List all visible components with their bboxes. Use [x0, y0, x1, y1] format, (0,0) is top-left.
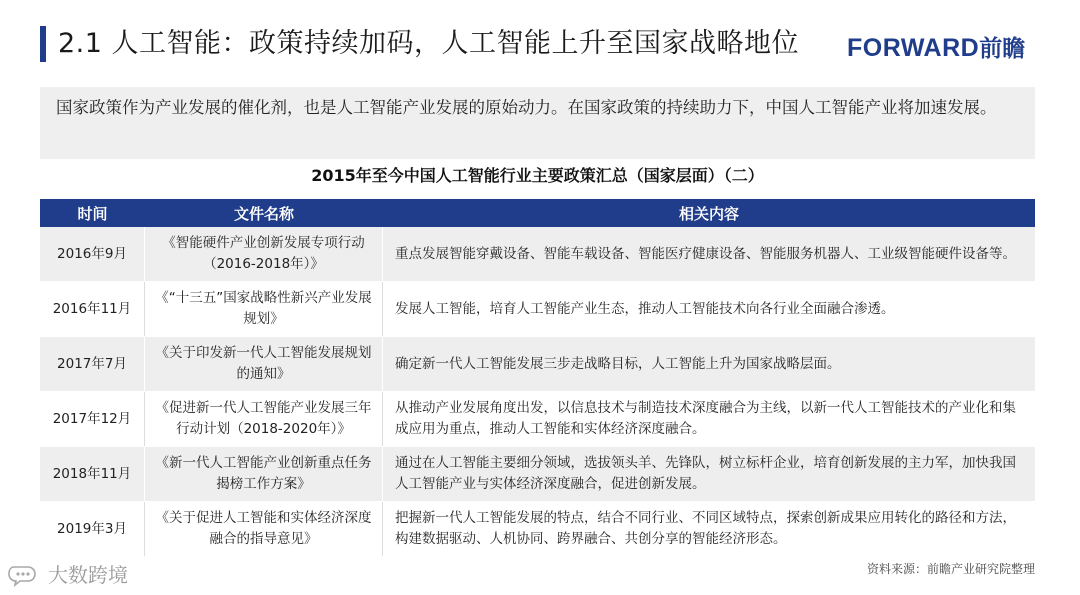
cell-doc: 《智能硬件产业创新发展专项行动（2016-2018年）》	[145, 227, 383, 281]
title-accent-bar	[40, 26, 46, 62]
watermark-text: 大数跨境	[48, 563, 128, 587]
cell-content: 从推动产业发展角度出发，以信息技术与制造技术深度融合为主线，以新一代人工智能技术的产业化和集成应用为重点，推动人工智能和实体经济深度融合。	[395, 400, 1016, 437]
watermark	[8, 563, 128, 587]
chat-bubble-icon	[8, 563, 42, 587]
table-row	[40, 227, 1035, 282]
source-note: 资料来源：前瞻产业研究院整理	[866, 562, 1035, 576]
table-row	[40, 447, 1035, 502]
brand-logo	[847, 30, 1025, 63]
header-content: 相关内容	[678, 204, 739, 223]
cell-content: 把握新一代人工智能发展的特点，结合不同行业、不同区域特点，探索创新成果应用转化的路径和方法，构建数据驱动、人机协同、跨界融合、共创分享的智能经济形态。	[395, 510, 1016, 547]
cell-doc: 《关于印发新一代人工智能发展规划的通知》	[145, 337, 383, 391]
header-doc: 文件名称	[233, 204, 294, 223]
cell-content: 确定新一代人工智能发展三步走战略目标，人工智能上升为国家战略层面。	[395, 355, 841, 372]
cell-time: 2016年9月	[40, 227, 145, 281]
cell-content: 发展人工智能，培育人工智能产业生态，推动人工智能技术向各行业全面融合渗透。	[395, 300, 895, 317]
cell-time: 2016年11月	[40, 282, 145, 336]
logo-latin: FORWARD	[847, 34, 980, 62]
table-row	[40, 337, 1035, 392]
cell-time: 2018年11月	[40, 447, 145, 501]
cell-doc: 《关于促进人工智能和实体经济深度融合的指导意见》	[145, 502, 383, 556]
cell-time: 2017年7月	[40, 337, 145, 391]
table-header	[40, 199, 1035, 227]
table-title: 2015年至今中国人工智能行业主要政策汇总（国家层面）（二）	[311, 166, 764, 185]
policy-table	[40, 199, 1035, 557]
cell-doc: 《新一代人工智能产业创新重点任务揭榜工作方案》	[145, 447, 383, 501]
cell-content: 通过在人工智能主要细分领域，选拔领头羊、先锋队，树立标杆企业，培育创新发展的主力军，加快我国人工智能产业与实体经济深度融合，促进创新发展。	[395, 455, 1016, 492]
intro-text: 国家政策作为产业发展的催化剂，也是人工智能产业发展的原始动力。在国家政策的持续助力下，中国人工智能产业将加速发展。	[40, 87, 1035, 159]
cell-time: 2019年3月	[40, 502, 145, 556]
cell-doc: 《促进新一代人工智能产业发展三年行动计划（2018-2020年）》	[145, 392, 383, 446]
cell-doc: 《“十三五”国家战略性新兴产业发展规划》	[145, 282, 383, 336]
table-row	[40, 502, 1035, 557]
header-time: 时间	[77, 204, 108, 223]
cell-content: 重点发展智能穿戴设备、智能车载设备、智能医疗健康设备、智能服务机器人、工业级智能硬件设备等。	[395, 245, 1016, 262]
page-title: 2.1 人工智能：政策持续加码，人工智能上升至国家战略地位	[58, 28, 800, 59]
table-row	[40, 392, 1035, 447]
table-row	[40, 282, 1035, 337]
logo-cn: 前瞻	[979, 36, 1026, 62]
cell-time: 2017年12月	[40, 392, 145, 446]
